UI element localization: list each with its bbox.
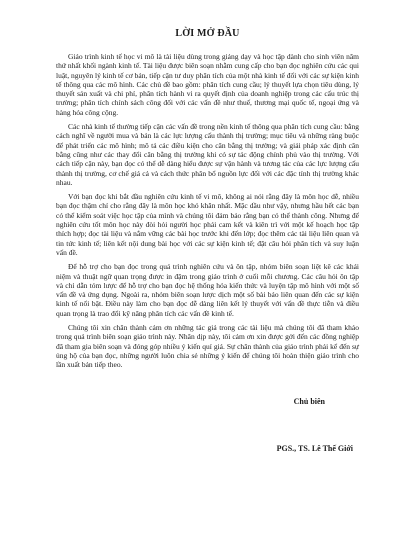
paragraph-1: Giáo trình kinh tế học vi mô là tài liệu dùng trong giảng dạy và học tập dành cho sinh viên năm thứ nhất khối ngành kinh tế. Tài liệu được biên soạn nhằm cung cấp cho bạn đọc nghiên cứu các qui luật, nguyên lý kinh tế cơ bản, tiếp cận tư duy phân tích của một nhà kinh tế đối với các sự kiện kinh tế thông qua các mô hình. Các chủ đề bao gồm: phân tích cung cầu; lý thuyết lựa chọn tiêu dùng, lý thuyết sản xuất và chi phí, phân tích hành vi ra quyết định của doanh nghiệp trong các cấu trúc thị trường; phân tích chính sách công đối với các vấn đề như thuế, thương mại quốc tế, ngoại ứng và hàng hóa công cộng. [56,52,359,117]
page-title: LỜI MỞ ĐẦU [175,28,240,39]
signature-name: PGS., TS. Lê Thế Giới [276,443,353,453]
paragraph-2: Các nhà kinh tế thường tiếp cận các vấn đề trong nền kinh tế thông qua phân tích cung cầu: bằng cách nghĩ về người mua và bán là các lực lượng cấu thành thị trường; mục tiêu và những ràng buộc để phát triển các mô hình; mô tả các điều kiện cho cân bằng thị trường; và giải pháp xác định cân bằng cũng như các thay đổi cân bằng thị trường khi có sự tác động chính phủ vào thị trường. Với cách tiếp cận này, bạn đọc có thể dễ dàng hiểu được sự vận hành và tương tác của các lực lượng cấu thành thị trường, cơ chế giá cả và cách thức phân bổ nguồn lực đối với các đặc tính thị trường khác nhau. [56,122,359,187]
signature-role: Chủ biên [293,396,325,406]
paragraph-4: Để hỗ trợ cho bạn đọc trong quá trình nghiên cứu và ôn tập, nhóm biên soạn liệt kê các khái niệm và thuật ngữ quan trọng được in đậm trong giáo trình ở cuối mỗi chương. Các câu hỏi ôn tập và chỉ dẫn tóm lược để hỗ trợ cho bạn đọc hệ thống hóa kiến thức và luyện tập mô hình với một số vấn đề và ứng dụng. Ngoài ra, nhóm biên soạn lược dịch một số bài báo liên quan đến các sự kiện kinh tế nổi bật. Điều này làm cho bạn đọc dễ dàng liên kết lý thuyết với vấn đề thực tiễn và điều quan trọng là trao đổi kỹ năng phân tích các vấn đề kinh tế. [56,262,359,318]
paragraph-5: Chúng tôi xin chân thành cảm ơn những tác giả trong các tài liệu mà chúng tôi đã tham khảo trong quá trình biên soạn giáo trình này. Nhân dịp này, tôi cảm ơn xin được gởi đến các đồng nghiệp đã tham gia biên soạn và đóng góp nhiều ý kiến quí giá. Sự chân thành của giáo trình phải kể đến sự ủng hộ của bạn đọc, những người luôn chia sẻ những ý kiến để chúng tôi hoàn thiện giáo trình cho lần xuất bản tiếp theo. [56,323,359,370]
paragraph-3: Với bạn đọc khi bắt đầu nghiên cứu kinh tế vi mô, không ai nói rằng đây là môn học dễ, nhiều bạn đọc thậm chí cho rằng đây là môn học khó khăn nhất. Mặc dầu như vậy, nhưng hầu hết các bạn có thể kiểm soát việc học tập của mình và chúng tôi đảm bảo rằng bạn có thể thành công. Nhưng để nghiên cứu tốt môn học này đòi hỏi người học phải cam kết và kiên trì với một kế hoạch học tập thích hợp; đọc tài liệu và nắm vững các bài học trước khi đến lớp; đọc thêm các tài liệu liên quan và tin tức kinh tế; liên kết nội dung bài học với các sự kiện kinh tế; đặt câu hỏi phân tích và suy luận vấn đề. [56,192,359,257]
